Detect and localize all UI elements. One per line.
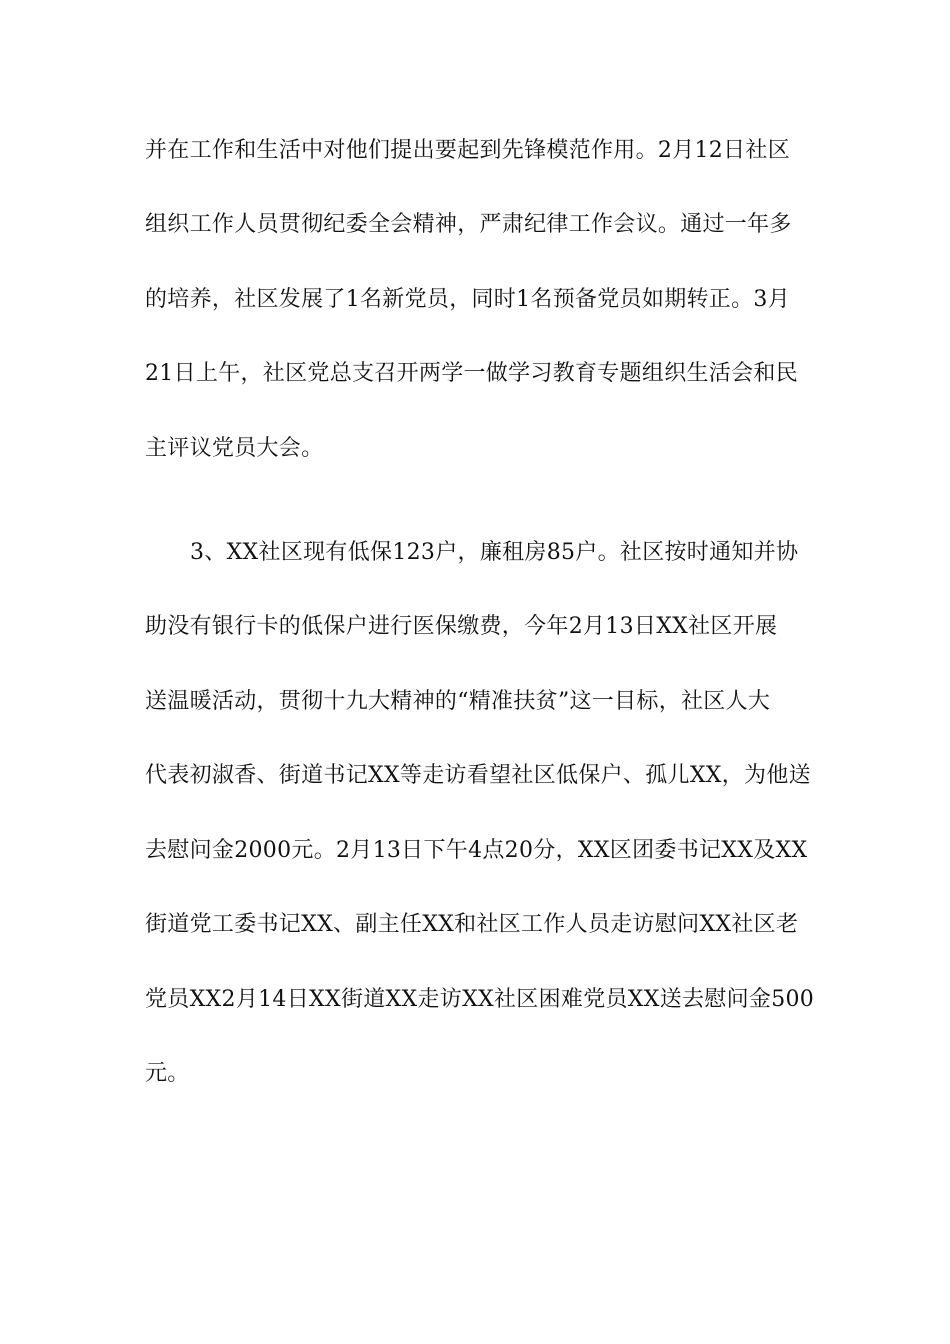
text-line: 21日上午，社区党总支召开两学一做学习教育专题组织生活会和民 xyxy=(145,361,798,386)
text-line: 党员XX2月14日XX街道XX走访XX社区困难党员XX送去慰问金500 xyxy=(145,987,815,1012)
text-line: 3、XX社区现有低保123户，廉租房85户。社区按时通知并协 xyxy=(190,540,799,565)
text-line: 元。 xyxy=(145,1061,190,1086)
text-line: 去慰问金2000元。2月13日下午4点20分，XX区团委书记XX及XX xyxy=(145,838,808,863)
text-line: 送温暖活动，贯彻十九大精神的“精准扶贫”这一目标，社区人大 xyxy=(145,689,771,714)
text-line: 代表初淑香、街道书记XX等走访看望社区低保户、孤儿XX，为他送 xyxy=(145,763,811,788)
text-line: 的培养，社区发展了1名新党员，同时1名预备党员如期转正。3月 xyxy=(145,287,790,312)
text-line: 组织工作人员贯彻纪委全会精神，严肃纪律工作会议。通过一年多 xyxy=(145,212,792,237)
text-line: 街道党工委书记XX、副主任XX和社区工作人员走访慰问XX社区老 xyxy=(145,912,799,937)
text-line: 主评议党员大会。 xyxy=(145,436,324,461)
text-line: 并在工作和生活中对他们提出要起到先锋模范作用。2月12日社区 xyxy=(145,138,790,163)
text-line: 助没有银行卡的低保户进行医保缴费，今年2月13日XX社区开展 xyxy=(145,614,778,639)
